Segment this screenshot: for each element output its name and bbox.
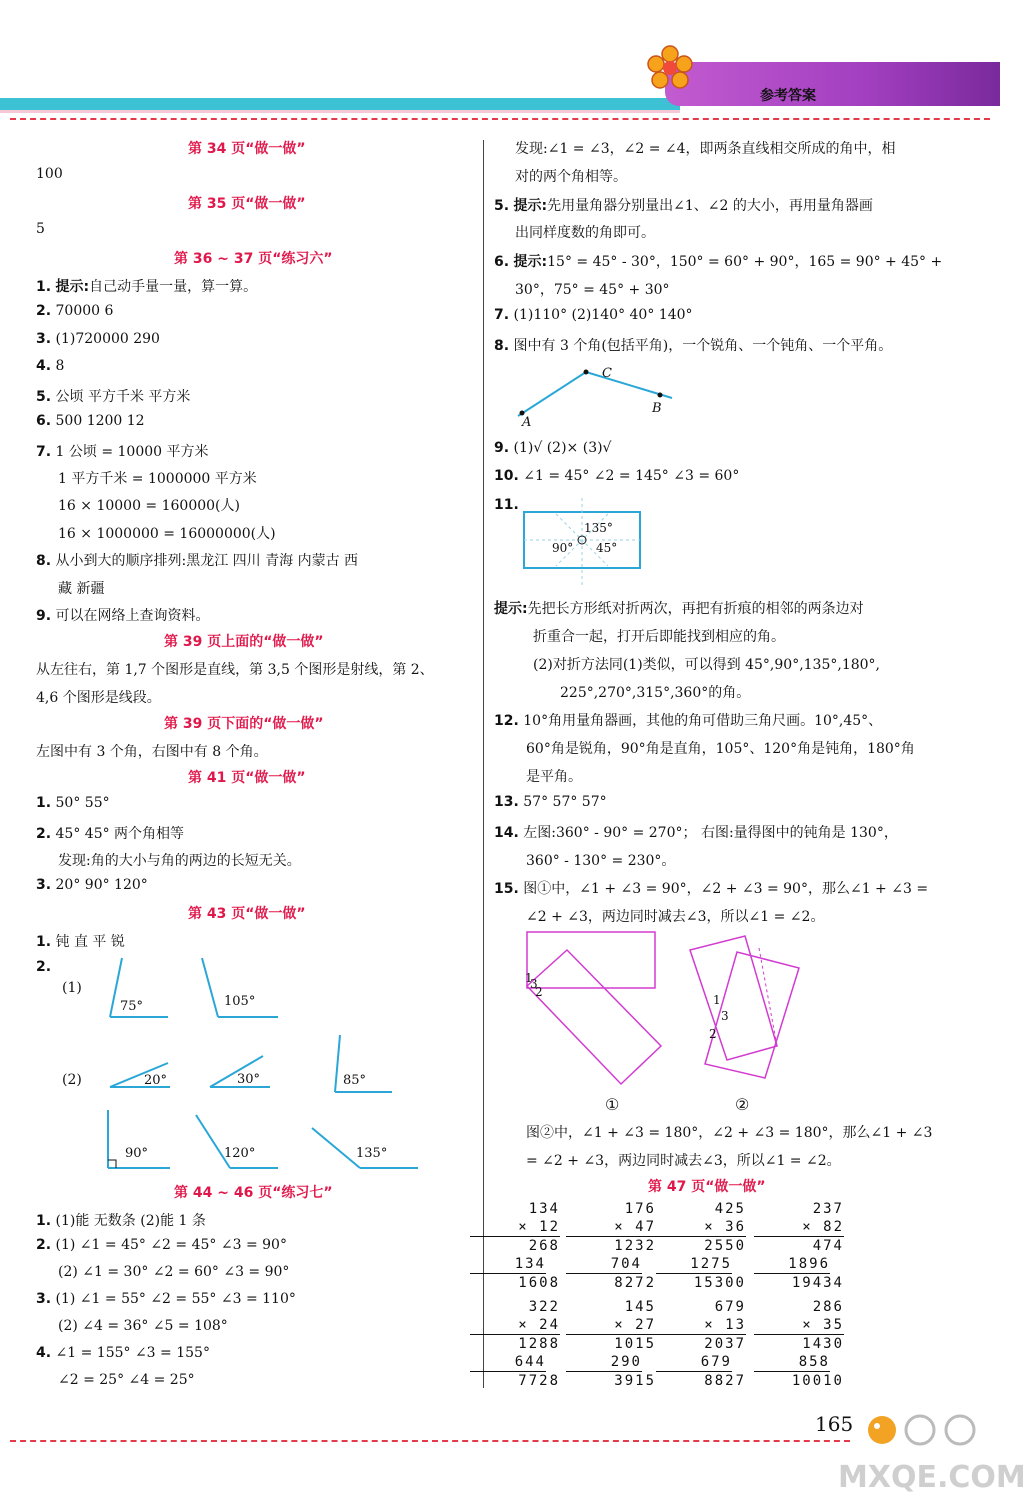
answer-text: 45° 45° 两个角相等 — [55, 826, 185, 842]
angle-label: 135° — [584, 521, 613, 535]
angle-abc-diagram — [510, 360, 690, 430]
answer-item — [36, 358, 64, 374]
mul-line: 286 — [812, 1299, 844, 1315]
hint-label: 提示: — [494, 601, 528, 617]
answer-text: 15° = 45° - 30°，150° = 60° + 90°，165 = 90° + 45° + — [547, 254, 943, 270]
angle-label: 45° — [596, 541, 618, 555]
item-number: 7. — [494, 307, 510, 323]
answer-item — [494, 710, 882, 730]
answer-text: 8 — [55, 358, 65, 374]
multiplication-7 — [656, 1298, 746, 1390]
mul-line: 1232 — [614, 1238, 656, 1254]
answer-text: (2)对折方法同(1)类似，可以得到 45°,90°,135°,180°, — [533, 657, 880, 673]
item-number: 11. — [494, 497, 519, 513]
answer-item — [36, 959, 51, 975]
item-number: 5. — [36, 389, 52, 405]
answer-text: 可以在网络上查询资料。 — [55, 608, 210, 624]
item-number: 9. — [494, 440, 510, 456]
mul-line: × 13 — [656, 1316, 746, 1335]
answer-text: ∠1 = 155° ∠3 = 155° — [55, 1345, 210, 1361]
mul-line: 134 — [528, 1201, 560, 1217]
section-heading: 第 43 页“做一做” — [188, 906, 306, 922]
answer-text: 360° - 130° = 230°。 — [526, 853, 676, 869]
mul-line: 704 — [566, 1255, 642, 1274]
item-number: 2. — [36, 303, 52, 319]
answer-text: 公顷 平方千米 平方米 — [55, 389, 191, 405]
answer-text: 是平角。 — [526, 769, 582, 785]
mul-line: 290 — [566, 1353, 642, 1372]
answer-text: 左图中有 3 个角，右图中有 8 个角。 — [36, 744, 268, 760]
answer-text: 100 — [36, 166, 63, 182]
mul-line: × 24 — [470, 1316, 560, 1335]
fig-mark: 1 — [525, 971, 533, 985]
answer-text: 70000 6 — [55, 303, 114, 319]
multiplication-5 — [470, 1298, 560, 1390]
angle-diagrams — [100, 950, 460, 1180]
sub-label: (2) — [62, 1072, 82, 1088]
watermark-logo-icon — [860, 1410, 990, 1452]
angle-label: 135° — [356, 1146, 388, 1161]
figure-2-rect — [690, 936, 777, 1060]
bottom-divider — [10, 1440, 850, 1442]
answer-text: (2) ∠1 = 30° ∠2 = 60° ∠3 = 90° — [58, 1264, 290, 1280]
point-label: B — [652, 401, 662, 416]
figure-1-rect — [527, 932, 655, 988]
answer-item — [36, 331, 160, 347]
mul-line: 2550 — [704, 1238, 746, 1254]
answer-item — [36, 303, 113, 319]
answer-text: (1) ∠1 = 45° ∠2 = 45° ∠3 = 90° — [55, 1237, 287, 1253]
multiplication-2 — [566, 1200, 656, 1292]
page-number: 165 — [815, 1412, 854, 1436]
answer-text: 自己动手量一量，算一算。 — [89, 279, 258, 295]
item-number: 8. — [494, 338, 510, 354]
mul-line: 322 — [528, 1299, 560, 1315]
mul-line: 1015 — [614, 1336, 656, 1352]
answer-text: 16 × 1000000 = 16000000(人) — [58, 526, 276, 542]
mul-line: 1608 — [518, 1275, 560, 1291]
answer-item — [494, 598, 864, 618]
answer-item — [36, 1210, 206, 1230]
mul-line: × 36 — [656, 1218, 746, 1237]
header-bar — [665, 62, 1000, 106]
item-number: 7. — [36, 444, 52, 460]
item-number: 1. — [36, 795, 52, 811]
header-title: 参考答案 — [760, 88, 816, 104]
answer-item — [494, 878, 928, 898]
answer-item — [494, 468, 739, 484]
answer-text: 500 1200 12 — [55, 413, 145, 429]
answer-item — [494, 251, 942, 271]
item-number: 6. — [494, 254, 510, 270]
answer-text: 左图:360° - 90° = 270°； 右图:量得图中的钝角是 130°， — [523, 825, 898, 841]
multiplication-3 — [656, 1200, 746, 1292]
answer-text: 折重合一起，打开后即能找到相应的角。 — [533, 629, 785, 645]
hint-label: 提示: — [513, 198, 548, 214]
answer-item — [36, 1345, 210, 1361]
mul-line: 474 — [812, 1238, 844, 1254]
answer-text: = ∠2 + ∠3，两边同时减去∠3，所以∠1 = ∠2。 — [526, 1153, 841, 1169]
answer-item — [36, 1237, 287, 1253]
answer-text: 1 公顷 = 10000 平方米 — [55, 444, 209, 460]
mul-line: 1430 — [802, 1336, 844, 1352]
answer-text: 藏 新疆 — [58, 581, 105, 597]
item-number: 12. — [494, 713, 519, 729]
section-heading: 第 34 页“做一做” — [188, 141, 306, 157]
mul-line: 679 — [656, 1353, 732, 1372]
item-number: 1. — [36, 1213, 52, 1229]
section-heading: 第 41 页“做一做” — [188, 770, 306, 786]
answer-item — [36, 413, 145, 429]
answer-text: (1)720000 290 — [55, 331, 160, 347]
flower-icon — [640, 40, 700, 100]
mul-line: 10010 — [791, 1373, 844, 1389]
item-number: 5. — [494, 198, 510, 214]
answer-text: 发现:角的大小与角的两边的长短无关。 — [58, 853, 301, 869]
answer-item — [36, 550, 358, 570]
answer-text: 先用量角器分别量出∠1、∠2 的大小，再用量角器画 — [547, 198, 873, 214]
answer-item — [494, 195, 873, 215]
answer-text: 从小到大的顺序排列:黑龙江 四川 青海 内蒙古 西 — [55, 553, 359, 569]
answer-item — [494, 497, 519, 513]
multiplication-4 — [754, 1200, 844, 1292]
answer-text: 先把长方形纸对折两次，再把有折痕的相邻的两条边对 — [527, 601, 864, 617]
answer-text: 出同样度数的角即可。 — [515, 225, 655, 241]
mul-line: 679 — [714, 1299, 746, 1315]
item-number: 3. — [36, 877, 52, 893]
item-number: 13. — [494, 794, 519, 810]
mul-line: 644 — [470, 1353, 546, 1372]
fig-caption: ① — [605, 1095, 620, 1114]
item-number: 14. — [494, 825, 519, 841]
answer-text: 5 — [36, 221, 45, 237]
answer-text: ∠2 = 25° ∠4 = 25° — [58, 1372, 195, 1388]
answer-text: 图中有 3 个角(包括平角)，一个锐角、一个钝角、一个平角。 — [513, 338, 893, 354]
mul-line: 1288 — [518, 1336, 560, 1352]
mul-line: × 35 — [754, 1316, 844, 1335]
mul-line: 425 — [714, 1201, 746, 1217]
answer-text: ∠1 = 45° ∠2 = 145° ∠3 = 60° — [523, 468, 740, 484]
mul-line: 19434 — [791, 1275, 844, 1291]
angle-label: 30° — [237, 1072, 261, 1087]
answer-text: (1) ∠1 = 55° ∠2 = 55° ∠3 = 110° — [55, 1291, 296, 1307]
mul-line: 7728 — [518, 1373, 560, 1389]
item-number: 2. — [36, 826, 52, 842]
mul-line: 1275 — [656, 1255, 732, 1274]
hint-label: 提示: — [513, 254, 548, 270]
item-number: 4. — [36, 358, 52, 374]
item-number: 15. — [494, 881, 519, 897]
answer-text: ∠2 + ∠3，两边同时减去∠3，所以∠1 = ∠2。 — [526, 909, 825, 925]
section-heading: 第 47 页“做一做” — [648, 1179, 766, 1195]
item-number: 2. — [36, 959, 52, 975]
section-heading: 第 44 ~ 46 页“练习七” — [174, 1185, 333, 1201]
item-number: 6. — [36, 413, 52, 429]
item-number: 10. — [494, 468, 519, 484]
answer-item — [494, 822, 898, 842]
figure-1-fold — [527, 950, 661, 1084]
folded-rectangle-diagram — [522, 496, 644, 588]
answer-text: 发现:∠1 = ∠3，∠2 = ∠4，即两条直线相交所成的角中，相 — [515, 141, 896, 157]
section-heading: 第 35 页“做一做” — [188, 196, 306, 212]
answer-item — [36, 795, 110, 811]
answer-item — [494, 335, 892, 355]
answer-item — [494, 794, 607, 810]
answer-text: 20° 90° 120° — [55, 877, 148, 893]
answer-text: (1)√ (2)× (3)√ — [513, 440, 612, 456]
item-number: 2. — [36, 1237, 52, 1253]
sub-label: (1) — [62, 980, 82, 996]
fig-mark: 3 — [721, 1009, 729, 1023]
mul-line: 8827 — [704, 1373, 746, 1389]
answer-item — [36, 931, 125, 951]
mul-line: 1896 — [754, 1255, 830, 1274]
item-number: 3. — [36, 1291, 52, 1307]
answer-text: 16 × 10000 = 160000(人) — [58, 498, 240, 514]
header-band-accent — [0, 110, 680, 113]
item-number: 8. — [36, 553, 52, 569]
answer-item — [36, 823, 184, 843]
answer-item — [494, 440, 611, 456]
multiplication-1 — [470, 1200, 560, 1292]
angle-label: 85° — [343, 1073, 367, 1088]
answer-text: (2) ∠4 = 36° ∠5 = 108° — [58, 1318, 228, 1334]
angle-label: 20° — [144, 1073, 168, 1088]
answer-item — [36, 1291, 296, 1307]
fig-mark: 2 — [709, 1027, 717, 1041]
answer-text: 对的两个角相等。 — [515, 169, 627, 185]
answer-text: 50° 55° — [55, 795, 110, 811]
mul-line: 8272 — [614, 1275, 656, 1291]
item-number: 1. — [36, 279, 52, 295]
mul-line: 176 — [624, 1201, 656, 1217]
mul-line: × 82 — [754, 1218, 844, 1237]
answer-text: 钝 直 平 锐 — [55, 934, 125, 950]
mul-line: 268 — [528, 1238, 560, 1254]
answer-item — [36, 386, 190, 406]
mul-line: 237 — [812, 1201, 844, 1217]
mul-line: 2037 — [704, 1336, 746, 1352]
mul-line: 15300 — [693, 1275, 746, 1291]
point-label: A — [522, 415, 532, 430]
mul-line: 858 — [754, 1353, 830, 1372]
answer-text: 图②中，∠1 + ∠3 = 180°，∠2 + ∠3 = 180°，那么∠1 + ∠3 — [526, 1125, 933, 1141]
item-number: 9. — [36, 608, 52, 624]
hint-label: 提示: — [55, 279, 90, 295]
answer-text: 225°,270°,315°,360°的角。 — [560, 685, 751, 701]
angle-label: 105° — [224, 994, 256, 1009]
point-label: C — [602, 366, 612, 381]
angle-label: 75° — [120, 999, 144, 1014]
answer-text: 57° 57° 57° — [523, 794, 607, 810]
fig-caption: ② — [735, 1095, 750, 1114]
fig-mark: 3 — [530, 977, 538, 991]
figure-2-fold — [705, 952, 799, 1078]
angle-label: 90° — [125, 1146, 149, 1161]
watermark-text: MXQE.COM — [838, 1460, 1026, 1495]
section-heading: 第 39 页上面的“做一做” — [164, 634, 324, 650]
mul-line: × 12 — [470, 1218, 560, 1237]
answer-text: 60°角是锐角，90°角是直角，105°、120°角是钝角，180°角 — [526, 741, 915, 757]
mul-line: 134 — [470, 1255, 546, 1274]
answer-item — [36, 441, 209, 461]
angle-label: 90° — [552, 541, 574, 555]
multiplication-6 — [566, 1298, 656, 1390]
fold-figures — [515, 928, 815, 1118]
answer-text: 图①中，∠1 + ∠3 = 90°，∠2 + ∠3 = 90°，那么∠1 + ∠3 = — [523, 881, 929, 897]
answer-text: (1)110° (2)140° 40° 140° — [513, 307, 693, 323]
item-number: 4. — [36, 1345, 52, 1361]
answer-text: (1)能 无数条 (2)能 1 条 — [55, 1213, 206, 1229]
mul-line: 145 — [624, 1299, 656, 1315]
answer-text: 1 平方千米 = 1000000 平方米 — [58, 471, 257, 487]
answer-item — [494, 307, 693, 323]
top-divider — [10, 118, 990, 120]
answer-text: 从左往右，第 1,7 个图形是直线，第 3,5 个图形是射线，第 2、 — [36, 662, 434, 678]
multiplication-8 — [754, 1298, 844, 1390]
fig-mark: 2 — [535, 985, 543, 999]
mul-line: × 47 — [566, 1218, 656, 1237]
answer-text: 30°，75° = 45° + 30° — [515, 282, 670, 298]
answer-item — [36, 605, 210, 625]
section-heading: 第 36 ~ 37 页“练习六” — [174, 251, 333, 267]
angle-label: 120° — [224, 1146, 256, 1161]
fig-mark: 1 — [713, 993, 721, 1007]
answer-item — [36, 276, 257, 296]
section-heading: 第 39 页下面的“做一做” — [164, 716, 324, 732]
answer-text: 4,6 个图形是线段。 — [36, 690, 161, 706]
answer-item — [36, 877, 148, 893]
mul-line: × 27 — [566, 1316, 656, 1335]
item-number: 3. — [36, 331, 52, 347]
item-number: 1. — [36, 934, 52, 950]
answer-text: 10°角用量角器画，其他的角可借助三角尺画。10°,45°、 — [523, 713, 883, 729]
mul-line: 3915 — [614, 1373, 656, 1389]
